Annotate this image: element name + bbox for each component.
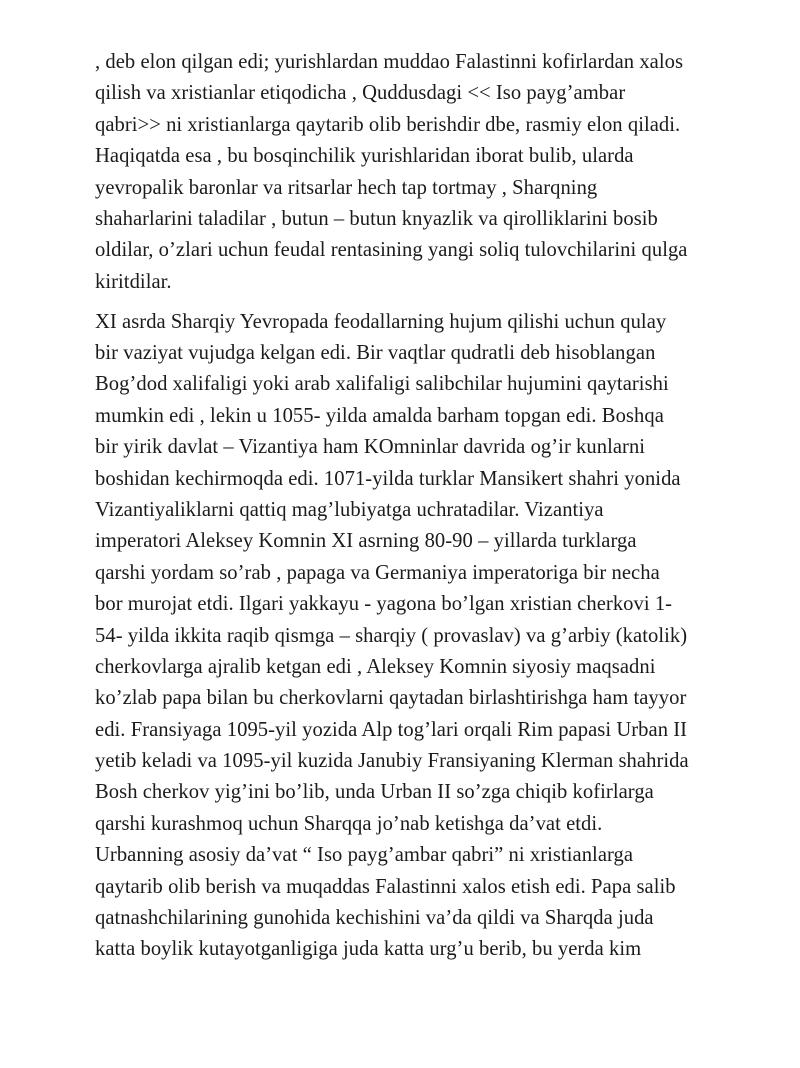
text-line: qarshi yordam so’rab , papaga va Germaniya imperatoriga bir necha	[95, 561, 660, 584]
text-line: imperatori Aleksey Komnin XI asrning 80-90 – yillarda turklarga	[95, 530, 637, 553]
document-text	[95, 47, 775, 966]
text-line: kiritdilar.	[95, 270, 172, 293]
text-line: bir vaziyat vujudga kelgan edi. Bir vaqtlar qudratli deb hisoblangan	[95, 342, 656, 365]
text-line: qaytarib olib berish va muqaddas Falastinni xalos etish edi. Papa salib	[95, 875, 676, 898]
paragraph-spacer	[95, 298, 775, 307]
text-line: qatnashchilarining gunohida kechishini va’da qildi va Sharqda juda	[95, 907, 654, 930]
text-line: Bosh cherkov yig’ini bo’lib, unda Urban II so’zga chiqib kofirlarga	[95, 781, 654, 804]
text-line: Haqiqatda esa , bu bosqinchilik yurishlaridan iborat bulib, ularda	[95, 145, 634, 168]
text-line: edi. Fransiyaga 1095-yil yozida Alp tog’lari orqali Rim papasi Urban II	[95, 718, 688, 741]
text-line: oldilar, o’zlari uchun feudal rentasining yangi soliq tulovchilarini qulga	[95, 239, 688, 262]
text-line: ko’zlab papa bilan bu cherkovlarni qaytadan birlashtirishga ham tayyor	[95, 687, 687, 710]
text-line: 54- yilda ikkita raqib qismga – sharqiy ( provaslav) va g’arbiy (katolik)	[95, 624, 688, 647]
text-line: cherkovlarga ajralib ketgan edi , Aleksey Komnin siyosiy maqsadni	[95, 655, 656, 678]
text-line: , deb elon qilgan edi; yurishlardan muddao Falastinni kofirlardan xalos	[95, 51, 684, 73]
paragraph-2	[95, 307, 775, 966]
text-line: shaharlarini taladilar , butun – butun knyazlik va qirolliklarini bosib	[95, 207, 658, 230]
text-line: mumkin edi , lekin u 1055- yilda amalda barham topgan edi. Boshqa	[95, 404, 664, 427]
text-line: Urbanning asosiy da’vat “ Iso payg’ambar qabri” ni xristianlarga	[95, 844, 634, 867]
text-line: bir yirik davlat – Vizantiya ham KOmninlar davrida og’ir kunlarni	[95, 436, 646, 459]
text-line: qilish va xristianlar etiqodicha , Quddusdagi << Iso payg’ambar	[95, 82, 626, 105]
text-line: katta boylik kutayotganligiga juda katta urg’u berib, bu yerda kim	[95, 938, 642, 961]
text-line: qarshi kurashmoq uchun Sharqqa jo’nab ketishga da’vat etdi.	[95, 812, 603, 835]
text-line: Bog’dod xalifaligi yoki arab xalifaligi salibchilar hujumini qaytarishi	[95, 373, 669, 396]
text-line: yetib keladi va 1095-yil kuzida Janubiy Fransiyaning Klerman shahrida	[95, 750, 689, 773]
text-line: boshidan kechirmoqda edi. 1071-yilda turklar Mansikert shahri yonida	[95, 467, 681, 490]
paragraph-1	[95, 47, 775, 298]
text-line: Vizantiyaliklarni qattiq mag’lubiyatga uchratadilar. Vizantiya	[95, 498, 604, 521]
text-line: bor murojat etdi. Ilgari yakkayu - yagona bo’lgan xristian cherkovi 1-	[95, 593, 673, 616]
text-line: qabri>> ni xristianlarga qaytarib olib berishdir dbe, rasmiy elon qiladi.	[95, 113, 681, 136]
text-line: XI asrda Sharqiy Yevropada feodallarning hujum qilishi uchun qulay	[95, 310, 667, 333]
text-line: yevropalik baronlar va ritsarlar hech tap tortmay , Sharqning	[95, 176, 598, 199]
